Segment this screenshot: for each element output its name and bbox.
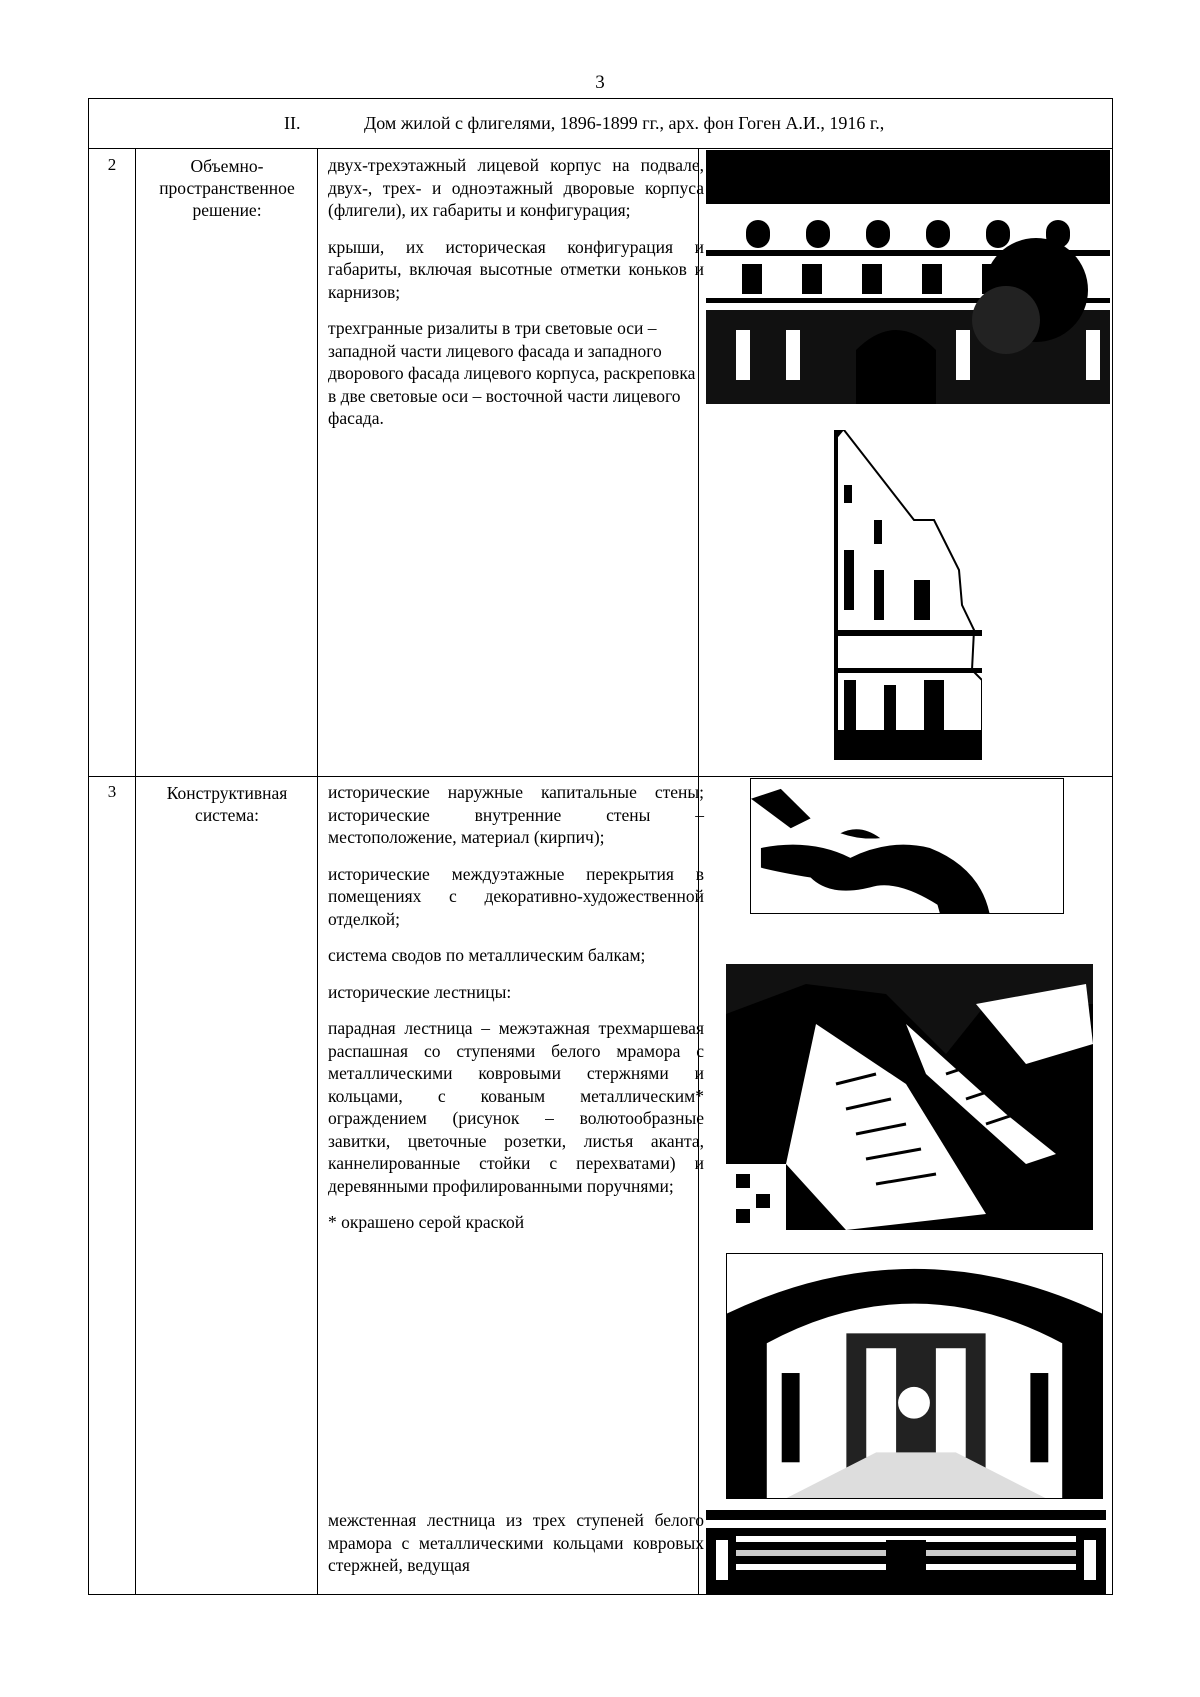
section-number: II. [284,113,301,133]
side-facade-photo [834,430,982,760]
section-title: Дом жилой с флигелями, 1896-1899 гг., арх. фон Гоген А.И., 1916 г., [364,113,885,133]
description-paragraph: двух-трехэтажный лицевой корпус на подвале, двух-, трех- и одноэтажный дворовые корпуса (флигели), их габариты и конфигурация; [328,155,704,220]
interwall-stair-photo [706,1510,1106,1594]
facade-photo [706,150,1110,404]
row-label: Конструктивная система: [166,783,288,825]
column-divider-1 [135,148,136,1595]
row-number: 2 [107,155,117,174]
page-number: 3 [595,72,605,93]
description-paragraph: крыши, их историческая конфигурация и габариты, включая высотные отметки коньков и карнизов; [328,236,704,302]
description-paragraph: * окрашено серой краской [328,1212,525,1232]
ceiling-photo [750,778,1064,914]
description-paragraph: исторические междуэтажные перекрытия в помещениях с декоративно-художественной отделкой; [328,863,704,929]
description-paragraph: межстенная лестница из трех ступеней белого мрамора с металлическими кольцами ковровых стержней, ведущая [328,1510,704,1575]
description-paragraph: парадная лестница – межэтажная трехмаршевая распашная со ступенями белого мрамора с металлическими ковровыми стержнями и кольцами, с кованым металлическим* ограждением (рисунок – волютообразные завитки, цветочные розетки, листья аканта, каннелированные стойки с перехватами) и деревянными профилированными поручнями; [328,1018,704,1196]
row-label: Объемно-пространственное решение: [159,156,295,220]
column-divider-2 [317,148,318,1595]
vestibule-photo [726,1253,1103,1499]
row-divider-header [88,148,1113,149]
row-description [328,154,704,444]
row-number: 3 [107,782,117,801]
description-paragraph: исторические лестницы: [328,981,512,1002]
section-header [88,98,1113,148]
row-description-continued [328,1509,704,1591]
staircase-photo [726,964,1093,1230]
description-paragraph: исторические наружные капитальные стены; исторические внутренние стены – местоположение, материал (кирпич); [328,782,704,847]
description-paragraph: система сводов по металлическим балкам; [328,945,646,965]
row-divider-1 [88,776,1113,777]
row-description [328,781,704,1248]
description-paragraph: трехгранные ризалиты в три световые оси – западной части лицевого фасада и западного дворового фасада лицевого корпуса, раскреповка в две световые оси – восточной части лицевого фасада. [328,318,696,428]
